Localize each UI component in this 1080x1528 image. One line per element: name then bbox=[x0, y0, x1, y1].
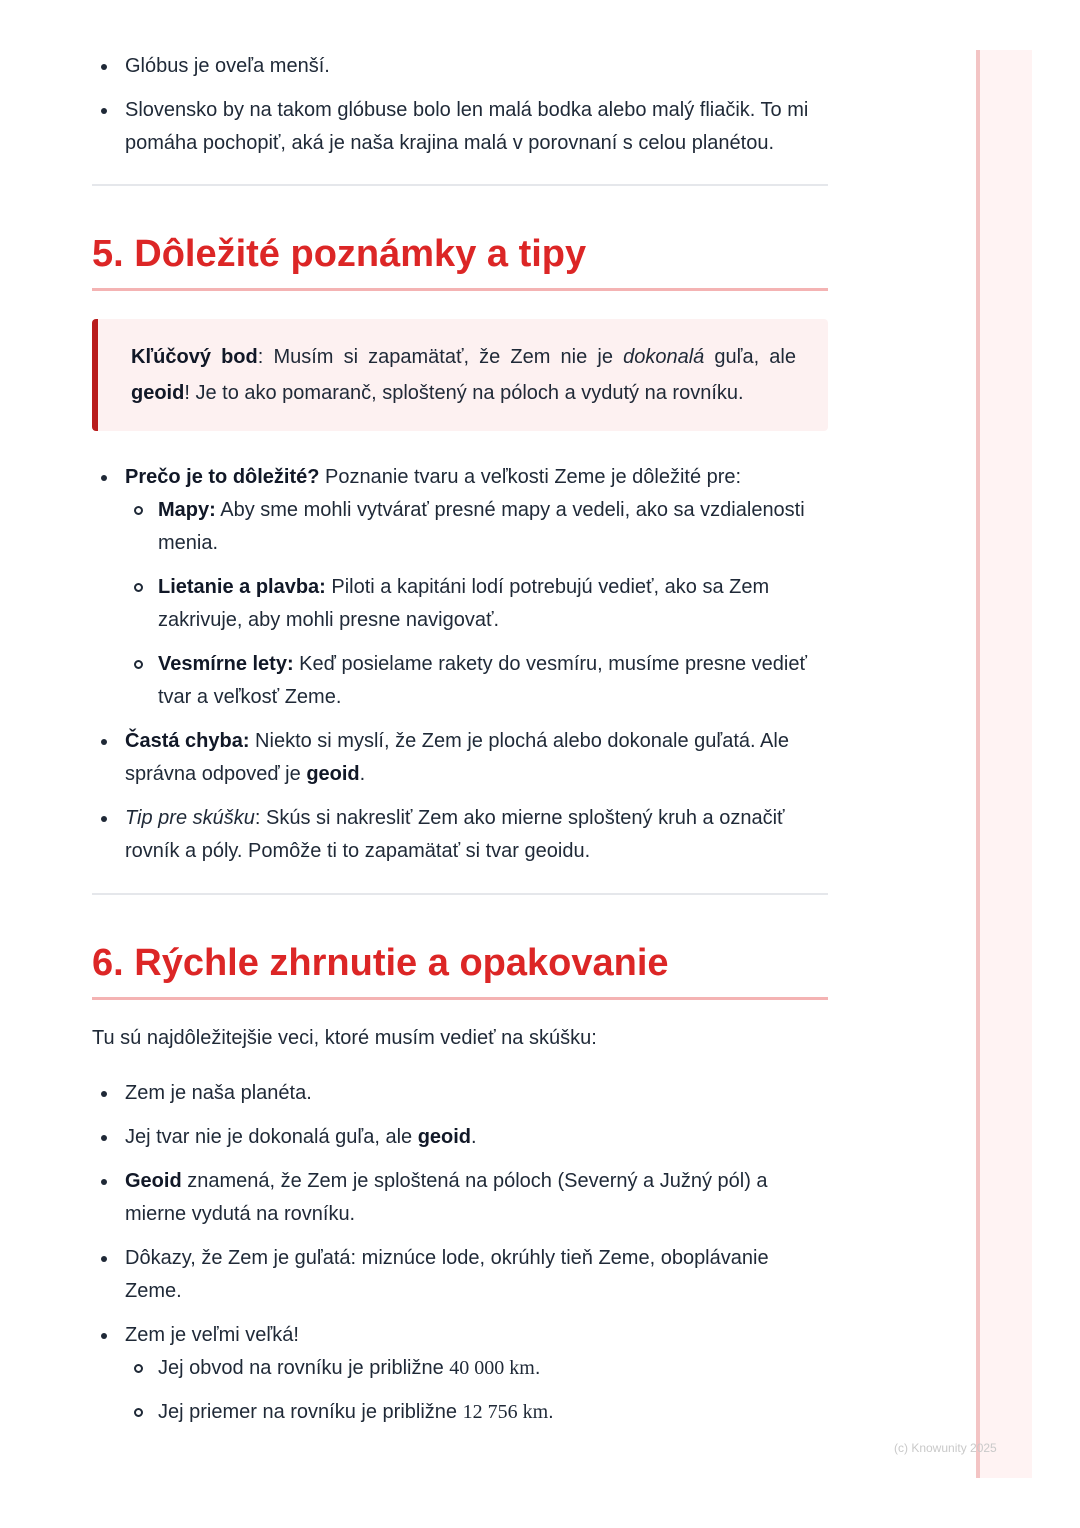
section-intro: Tu sú najdôležitejšie veci, ktoré musím vedieť na skúšku: bbox=[92, 1027, 597, 1049]
list-item: Slovensko by na takom glóbuse bolo len malá bodka alebo malý fliačik. To mi pomáha pochopiť, aká je naša krajina malá v porovnaní s celou planétou. bbox=[92, 94, 828, 160]
list-item: Geoid znamená, že Zem je sploštená na póloch (Severný a Južný pól) a mierne vydutá na rovníku. bbox=[92, 1165, 828, 1231]
list-item: Častá chyba: Niekto si myslí, že Zem je plochá alebo dokonale guľatá. Ale správna odpoveď je geoid. bbox=[92, 725, 828, 791]
summary-bullet-list bbox=[92, 1077, 828, 1429]
tips-bullet-list bbox=[92, 461, 828, 868]
copyright-watermark: (c) Knowunity 2025 bbox=[894, 1441, 997, 1455]
callout-label: Kľúčový bod bbox=[131, 346, 258, 368]
list-item: Dôkazy, že Zem je guľatá: miznúce lode, okrúhly tieň Zeme, oboplávanie Zeme. bbox=[92, 1242, 828, 1308]
section-divider bbox=[92, 184, 828, 186]
sub-list bbox=[125, 1352, 828, 1429]
list-item: Jej tvar nie je dokonalá guľa, ale geoid. bbox=[92, 1121, 828, 1154]
document-content bbox=[92, 50, 828, 1440]
section-heading: 6. Rýchle zhrnutie a opakovanie bbox=[92, 942, 669, 984]
section-divider bbox=[92, 893, 828, 895]
heading-underline bbox=[92, 997, 828, 1000]
list-item: Zem je naša planéta. bbox=[92, 1077, 828, 1110]
section4-bullet-list bbox=[92, 50, 828, 160]
section-heading: 5. Dôležité poznámky a tipy bbox=[92, 233, 587, 275]
list-item: Glóbus je oveľa menší. bbox=[92, 50, 828, 83]
key-point-callout: Kľúčový bod: Musím si zapamätať, že Zem nie je dokonalá guľa, ale geoid! Je to ako pomaranč, sploštený na póloch a vydutý na rovníku. bbox=[92, 319, 828, 431]
list-item: Prečo je to dôležité? Poznanie tvaru a veľkosti Zeme je dôležité pre: Mapy: Aby sme mohli vytvárať presné mapy a vedeli, ako sa vzdialenosti menia. Lietanie a plavba: Piloti a kapitáni lodí potrebujú vedieť, ako sa Zem zakrivuje, aby mohli presne navigovať. Vesmírne lety: Keď posielame rakety do vesmíru, musíme presne vedieť tvar a veľkosť Zeme. bbox=[92, 461, 828, 714]
sub-list-item: Mapy: Aby sme mohli vytvárať presné mapy a vedeli, ako sa vzdialenosti menia. bbox=[125, 494, 828, 560]
list-item: Zem je veľmi veľká! Jej obvod na rovníku je približne 40 000 km. Jej priemer na rovníku je približne 12 756 km. bbox=[92, 1319, 828, 1429]
sub-list-item: Jej priemer na rovníku je približne 12 756 km. bbox=[125, 1396, 828, 1429]
sub-list-item: Lietanie a plavba: Piloti a kapitáni lodí potrebujú vedieť, ako sa Zem zakrivuje, aby mohli presne navigovať. bbox=[125, 571, 828, 637]
sub-list-item: Vesmírne lety: Keď posielame rakety do vesmíru, musíme presne vedieť tvar a veľkosť Zeme. bbox=[125, 648, 828, 714]
sub-list bbox=[125, 494, 828, 714]
sub-list-item: Jej obvod na rovníku je približne 40 000 km. bbox=[125, 1352, 828, 1385]
list-item: Tip pre skúšku: Skús si nakresliť Zem ako mierne sploštený kruh a označiť rovník a póly. Pomôže ti to zapamätať si tvar geoidu. bbox=[92, 802, 828, 868]
heading-underline bbox=[92, 288, 828, 291]
side-margin-panel bbox=[976, 50, 1032, 1478]
